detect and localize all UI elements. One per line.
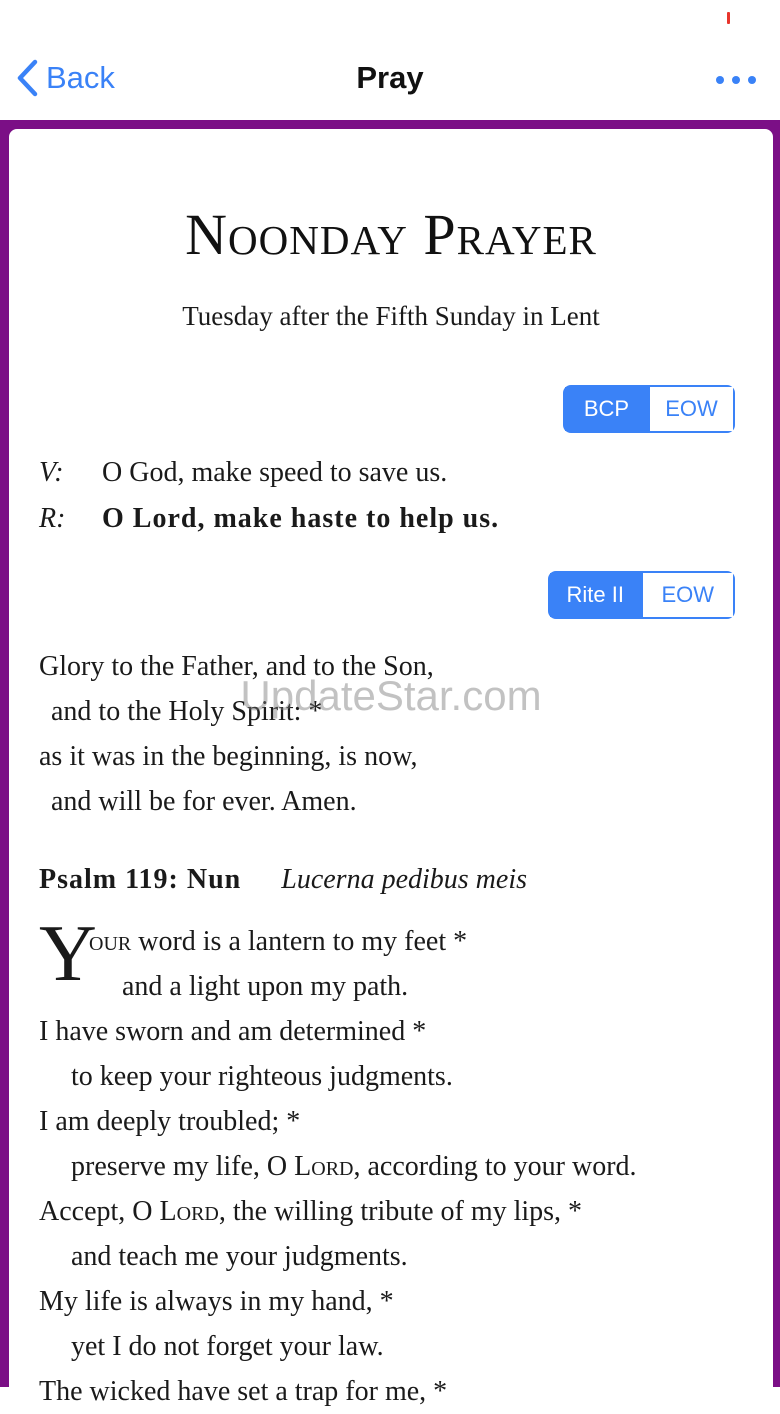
psalm-line-text: Accept, O <box>39 1196 160 1227</box>
back-label: Back <box>46 60 115 95</box>
watermark: UpdateStar.com <box>240 672 542 719</box>
recording-indicator <box>727 12 730 24</box>
dot-icon <box>716 76 724 84</box>
response-text: O Lord, make haste to help us. <box>102 503 500 534</box>
psalm-line: I am deeply troubled; * <box>39 1106 301 1137</box>
preces-version-toggle <box>563 385 735 433</box>
gloria-patri <box>39 644 434 824</box>
versicle-text: O God, make speed to save us. <box>102 457 448 488</box>
psalm-line-text: preserve my life, O <box>71 1151 295 1182</box>
versicle-label: V: <box>39 457 64 488</box>
psalm-text <box>39 910 759 1414</box>
office-title: Noonday Prayer <box>185 202 597 267</box>
navigation-bar <box>0 40 780 120</box>
status-bar <box>0 0 780 40</box>
prayer-card[interactable] <box>9 129 773 1407</box>
psalm-line-text: , according to your word. <box>353 1151 637 1182</box>
gloria-line: and to the Holy Spirit: * <box>51 696 323 727</box>
psalm-incipit: Lucerna pedibus meis <box>281 864 528 895</box>
psalm-line: yet I do not forget your law. <box>71 1331 384 1362</box>
office-subtitle: Tuesday after the Fifth Sunday in Lent <box>182 301 600 331</box>
page-title: Pray <box>356 60 424 95</box>
gloria-line: Glory to the Father, and to the Son, <box>39 651 434 682</box>
psalm-line <box>39 919 759 964</box>
dot-icon <box>748 76 756 84</box>
psalm-header <box>39 864 527 896</box>
response <box>39 503 499 535</box>
psalm-line: I have sworn and am determined * <box>39 1016 427 1047</box>
psalm-line <box>39 1189 759 1234</box>
psalm-line: and a light upon my path. <box>122 971 409 1002</box>
more-options-button[interactable] <box>716 66 756 94</box>
small-caps-text: Lord <box>159 1196 219 1227</box>
gloria-line: as it was in the beginning, is now, <box>39 741 418 772</box>
psalm-title: Psalm 119: Nun <box>39 864 242 895</box>
segment-bcp[interactable]: BCP <box>565 387 648 431</box>
response-label: R: <box>39 503 66 534</box>
psalm-line: and teach me your judgments. <box>71 1241 408 1272</box>
gloria-line: and will be for ever. Amen. <box>51 786 357 817</box>
psalm-line <box>39 1144 759 1189</box>
segment-rite-ii[interactable]: Rite II <box>550 573 641 617</box>
psalm-line: to keep your righteous judgments. <box>71 1061 453 1092</box>
small-caps-text: our <box>89 926 132 957</box>
segment-eow[interactable]: EOW <box>648 387 733 431</box>
psalm-line: The wicked have set a trap for me, * <box>39 1376 448 1407</box>
segment-eow[interactable]: EOW <box>641 573 734 617</box>
psalm-line-text: word is a lantern to my feet * <box>131 926 468 957</box>
drop-cap: Y <box>39 910 97 998</box>
psalm-line: My life is always in my hand, * <box>39 1286 394 1317</box>
gloria-version-toggle <box>548 571 735 619</box>
versicle <box>39 457 447 489</box>
dot-icon <box>732 76 740 84</box>
psalm-line-text: , the willing tribute of my lips, * <box>218 1196 583 1227</box>
small-caps-text: Lord <box>294 1151 354 1182</box>
